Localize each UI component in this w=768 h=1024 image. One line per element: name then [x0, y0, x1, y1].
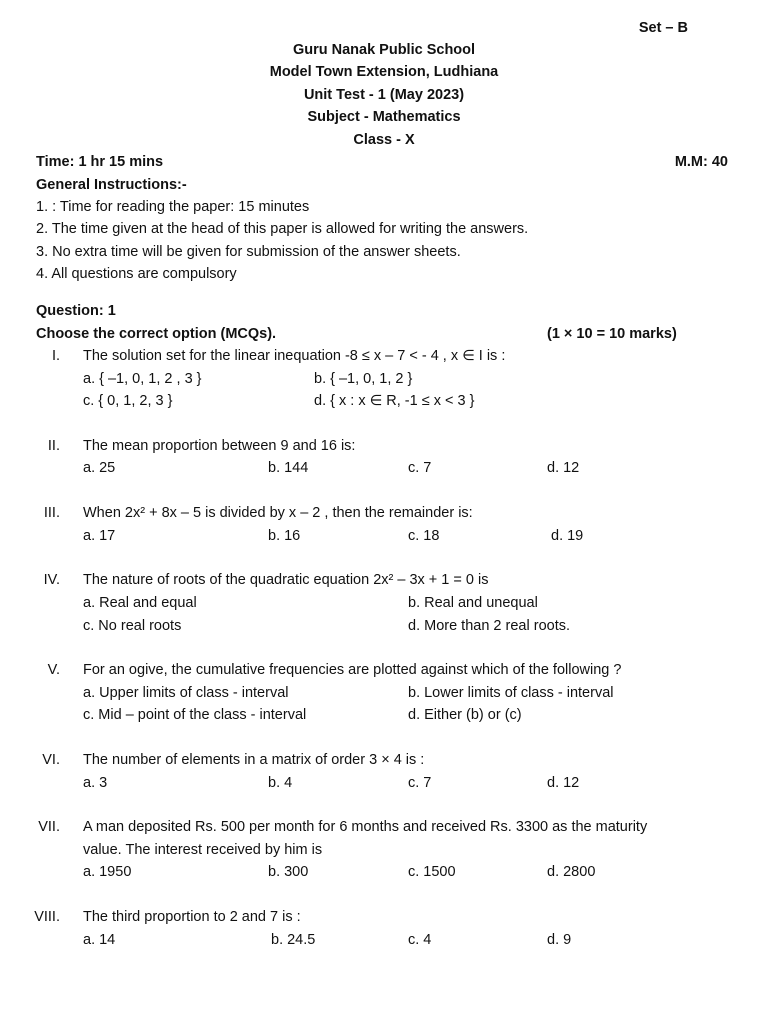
instruction-item: 1. : Time for reading the paper: 15 minutes [36, 199, 310, 215]
option-c: c. { 0, 1, 2, 3 } [83, 393, 173, 409]
option-d: d. 2800 [547, 864, 596, 880]
question-text: The third proportion to 2 and 7 is : [83, 909, 301, 925]
question-text: The mean proportion between 9 and 16 is: [83, 438, 356, 454]
question-subtitle: Choose the correct option (MCQs). [36, 326, 277, 342]
option-c: c. 4 [408, 932, 432, 948]
question-number: VI. [42, 752, 60, 768]
option-d: d. 12 [547, 775, 580, 791]
question-text: For an ogive, the cumulative frequencies are plotted against which of the following ? [83, 662, 622, 678]
question-marks: (1 × 10 = 10 marks) [547, 326, 677, 342]
option-c: c. Mid – point of the class - interval [83, 707, 307, 723]
option-a: a. 3 [83, 775, 108, 791]
class-label: Class - X [353, 132, 415, 148]
option-c: c. 18 [408, 528, 440, 544]
option-d: d. 12 [547, 460, 580, 476]
option-a: a. Upper limits of class - interval [83, 685, 289, 701]
option-d: d. Either (b) or (c) [408, 707, 522, 723]
option-c: c. No real roots [83, 618, 182, 634]
question-number: VII. [38, 819, 60, 835]
option-a: a. Real and equal [83, 595, 197, 611]
time-label: Time: 1 hr 15 mins [36, 154, 164, 170]
option-d: d. 19 [551, 528, 584, 544]
option-b: b. 4 [268, 775, 293, 791]
max-marks: M.M: 40 [674, 154, 728, 170]
question-number: I. [51, 348, 60, 364]
question-text: When 2x² + 8x – 5 is divided by x – 2 , then the remainder is: [83, 505, 473, 521]
question-text: The nature of roots of the quadratic equation 2x² – 3x + 1 = 0 is [83, 572, 489, 588]
option-a: a. 17 [83, 528, 116, 544]
option-b: b. 24.5 [271, 932, 316, 948]
option-a: a. 14 [83, 932, 116, 948]
option-b: b. Real and unequal [408, 595, 538, 611]
option-c: c. 1500 [408, 864, 456, 880]
option-d: d. More than 2 real roots. [408, 618, 570, 634]
option-d: d. 9 [547, 932, 572, 948]
option-d: d. { x : x ∈ R, -1 ≤ x < 3 } [314, 393, 475, 409]
question-number: V. [47, 662, 60, 678]
question-text: The solution set for the linear inequation -8 ≤ x – 7 < - 4 , x ∈ I is : [83, 348, 506, 364]
option-b: b. 16 [268, 528, 301, 544]
question-text: A man deposited Rs. 500 per month for 6 months and received Rs. 3300 as the maturity [83, 819, 648, 835]
option-a: a. 25 [83, 460, 116, 476]
instruction-item: 4. All questions are compulsory [36, 266, 237, 282]
option-b: b. Lower limits of class - interval [408, 685, 614, 701]
school-address: Model Town Extension, Ludhiana [269, 64, 499, 80]
option-b: b. 300 [268, 864, 309, 880]
instructions-heading: General Instructions:- [36, 177, 187, 193]
question-number: II. [47, 438, 60, 454]
question-number: IV. [43, 572, 60, 588]
option-b: b. { –1, 0, 1, 2 } [314, 371, 413, 387]
option-a: a. { –1, 0, 1, 2 , 3 } [83, 371, 202, 387]
school-name: Guru Nanak Public School [292, 42, 476, 58]
question-text-continued: value. The interest received by him is [83, 842, 323, 858]
option-b: b. 144 [268, 460, 309, 476]
option-c: c. 7 [408, 775, 432, 791]
option-c: c. 7 [408, 460, 432, 476]
question-title: Question: 1 [36, 303, 116, 319]
question-text: The number of elements in a matrix of order 3 × 4 is : [83, 752, 425, 768]
question-number: VIII. [34, 909, 60, 925]
test-name: Unit Test - 1 (May 2023) [303, 87, 465, 103]
subject-label: Subject - Mathematics [307, 109, 461, 125]
set-label: Set – B [638, 20, 688, 36]
instruction-item: 3. No extra time will be given for submission of the answer sheets. [36, 244, 461, 260]
question-number: III. [43, 505, 60, 521]
instruction-item: 2. The time given at the head of this paper is allowed for writing the answers. [36, 221, 529, 237]
option-a: a. 1950 [83, 864, 132, 880]
